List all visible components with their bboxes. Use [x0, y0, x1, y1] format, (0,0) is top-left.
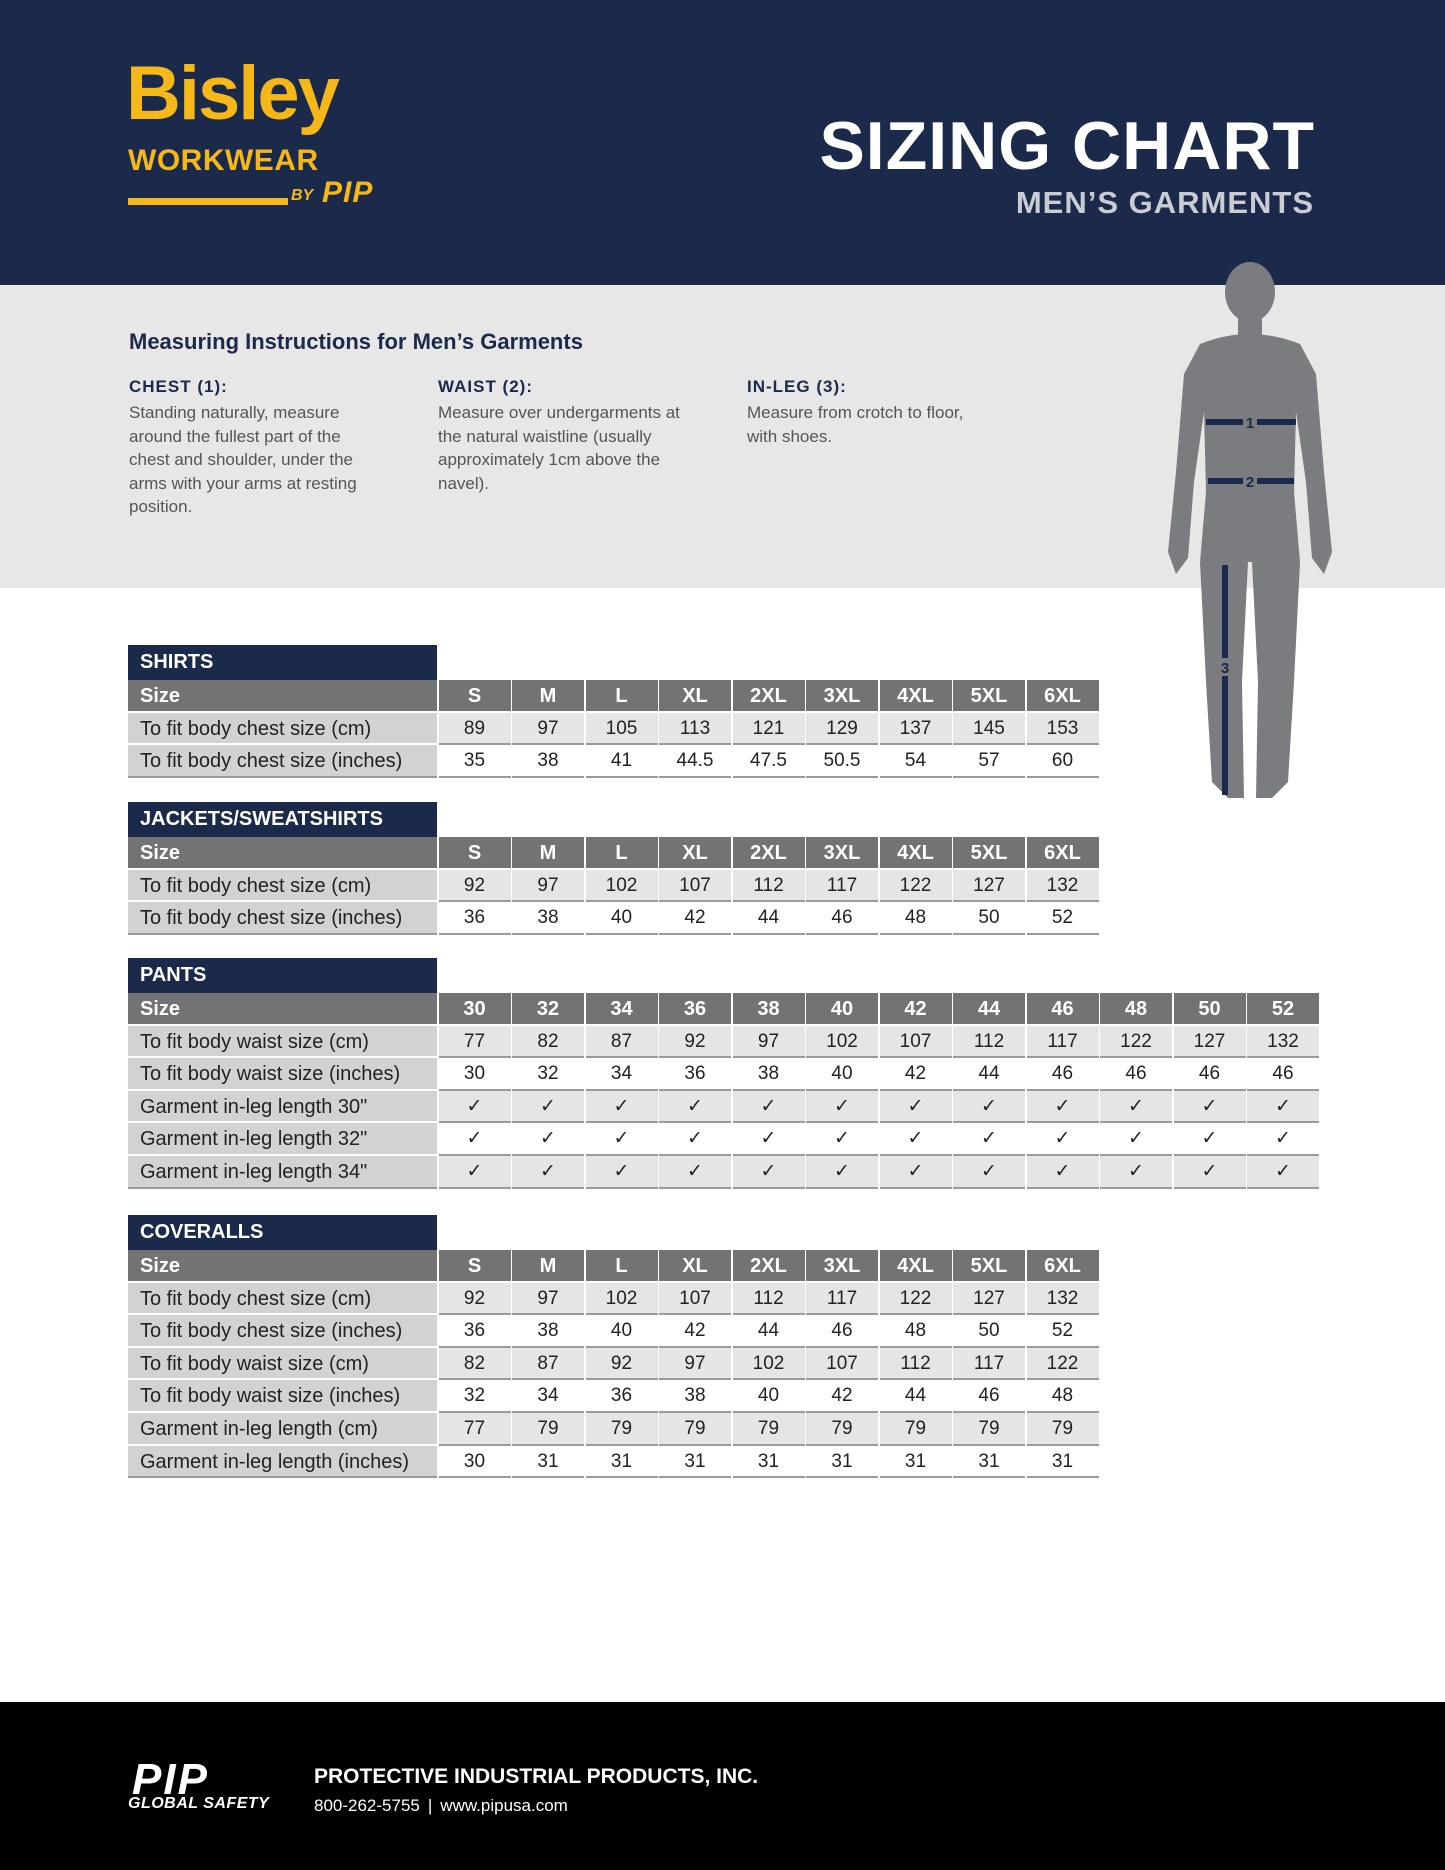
- table-row: [128, 1380, 1099, 1413]
- table-cell: 47.5: [733, 745, 805, 778]
- marker-1: 1: [1245, 415, 1255, 432]
- size-header-cell: 4XL: [880, 680, 952, 713]
- table-cell: ✓: [1247, 1091, 1319, 1124]
- table-cell: ✓: [1247, 1123, 1319, 1156]
- logo-underline: [128, 198, 288, 205]
- table-cell: 35: [439, 745, 511, 778]
- table-cell: 30: [439, 1058, 511, 1091]
- table-cell: 31: [659, 1446, 731, 1479]
- table-cell: 107: [659, 1283, 731, 1316]
- table-cell: 117: [806, 870, 878, 903]
- size-header-cell: 5XL: [953, 1250, 1025, 1283]
- table-cell: 122: [880, 1283, 952, 1316]
- table-cell: 42: [806, 1380, 878, 1413]
- size-header-cell: S: [439, 837, 511, 870]
- table-row: [128, 1058, 1319, 1091]
- table-cell: 102: [586, 870, 658, 903]
- table-cell: ✓: [659, 1156, 731, 1189]
- table-cell: 79: [659, 1413, 731, 1446]
- size-header-cell: M: [512, 837, 584, 870]
- phone-number: 800-262-5755: [314, 1796, 420, 1815]
- row-label: Garment in-leg length 32": [128, 1123, 437, 1156]
- table-cell: 48: [880, 902, 952, 935]
- size-header-cell: 3XL: [806, 1250, 878, 1283]
- row-label: Size: [128, 680, 437, 713]
- table-cell: ✓: [733, 1091, 805, 1124]
- table-row: [128, 1348, 1099, 1381]
- table-cell: 41: [586, 745, 658, 778]
- size-header-cell: L: [586, 1250, 658, 1283]
- table-cell: 36: [659, 1058, 731, 1091]
- table-cell: 82: [439, 1348, 511, 1381]
- table-cell: 38: [659, 1380, 731, 1413]
- table-row: [128, 1123, 1319, 1156]
- table-cell: 32: [439, 1380, 511, 1413]
- row-label: Garment in-leg length 34": [128, 1156, 437, 1189]
- table-cell: 46: [953, 1380, 1025, 1413]
- table-cell: 112: [733, 870, 805, 903]
- waist-heading: WAIST (2):: [438, 377, 533, 396]
- table-cell: 52: [1027, 902, 1099, 935]
- row-label: Garment in-leg length (cm): [128, 1413, 437, 1446]
- size-header-cell: 6XL: [1027, 1250, 1099, 1283]
- table-cell: 92: [439, 870, 511, 903]
- company-name: PROTECTIVE INDUSTRIAL PRODUCTS, INC.: [314, 1765, 759, 1788]
- table-cell: 137: [880, 713, 952, 746]
- size-header-cell: 4XL: [880, 837, 952, 870]
- website-link[interactable]: www.pipusa.com: [440, 1796, 568, 1815]
- size-header-cell: 6XL: [1027, 837, 1099, 870]
- table-cell: 42: [659, 1315, 731, 1348]
- table-cell: 44: [953, 1058, 1025, 1091]
- table-cell: 34: [512, 1380, 584, 1413]
- table-cell: 117: [806, 1283, 878, 1316]
- table-cell: 129: [806, 713, 878, 746]
- table-cell: 79: [512, 1413, 584, 1446]
- table-row: [128, 1446, 1099, 1479]
- pants-table: [128, 958, 1319, 1189]
- table-cell: ✓: [1027, 1091, 1099, 1124]
- table-cell: 102: [806, 1026, 878, 1059]
- table-cell: 50.5: [806, 745, 878, 778]
- table-cell: ✓: [512, 1156, 584, 1189]
- row-label: Garment in-leg length 30": [128, 1091, 437, 1124]
- table-cell: 77: [439, 1413, 511, 1446]
- size-header-cell: S: [439, 1250, 511, 1283]
- table-cell: ✓: [806, 1091, 878, 1124]
- inleg-heading: IN-LEG (3):: [747, 377, 847, 396]
- row-label: To fit body waist size (cm): [128, 1026, 437, 1059]
- logo-bisley-text: Bisley: [126, 51, 338, 136]
- table-cell: 112: [733, 1283, 805, 1316]
- table-cell: ✓: [1027, 1123, 1099, 1156]
- table-cell: 50: [953, 902, 1025, 935]
- row-label: To fit body chest size (cm): [128, 870, 437, 903]
- table-cell: 48: [1027, 1380, 1099, 1413]
- table-cell: 40: [586, 1315, 658, 1348]
- table-cell: ✓: [439, 1123, 511, 1156]
- table-cell: 117: [1027, 1026, 1099, 1059]
- table-cell: ✓: [586, 1156, 658, 1189]
- section-title: SHIRTS: [128, 645, 437, 680]
- section-title: COVERALLS: [128, 1215, 437, 1250]
- table-cell: 113: [659, 713, 731, 746]
- table-cell: 38: [512, 902, 584, 935]
- table-cell: ✓: [733, 1156, 805, 1189]
- table-row: [128, 1315, 1099, 1348]
- table-cell: 79: [1027, 1413, 1099, 1446]
- size-header-cell: L: [586, 837, 658, 870]
- instructions-title: Measuring Instructions for Men’s Garments: [129, 329, 583, 354]
- table-cell: 32: [512, 1058, 584, 1091]
- table-row: [128, 1026, 1319, 1059]
- table-cell: 52: [1027, 1315, 1099, 1348]
- row-label: Size: [128, 1250, 437, 1283]
- waist-text: Measure over undergarments at the natural waistline (usually approximately 1cm above the navel).: [438, 403, 680, 493]
- table-cell: ✓: [733, 1123, 805, 1156]
- row-label: To fit body chest size (inches): [128, 745, 437, 778]
- table-cell: ✓: [953, 1123, 1025, 1156]
- table-cell: ✓: [953, 1091, 1025, 1124]
- table-cell: 132: [1027, 1283, 1099, 1316]
- table-cell: ✓: [1027, 1156, 1099, 1189]
- table-row: [128, 1283, 1099, 1316]
- table-cell: 87: [512, 1348, 584, 1381]
- page-header: [0, 0, 1445, 285]
- table-cell: 40: [586, 902, 658, 935]
- table-cell: 97: [733, 1026, 805, 1059]
- body-measurement-figure: [1150, 262, 1350, 802]
- size-header-cell: 5XL: [953, 680, 1025, 713]
- size-header-cell: M: [512, 680, 584, 713]
- size-header-cell: L: [586, 680, 658, 713]
- table-cell: 122: [880, 870, 952, 903]
- row-label: To fit body chest size (cm): [128, 713, 437, 746]
- table-cell: 44.5: [659, 745, 731, 778]
- table-cell: ✓: [1247, 1156, 1319, 1189]
- table-cell: 31: [586, 1446, 658, 1479]
- table-cell: 31: [953, 1446, 1025, 1479]
- table-row: [128, 713, 1099, 746]
- table-cell: 79: [586, 1413, 658, 1446]
- table-cell: 31: [880, 1446, 952, 1479]
- table-cell: 107: [880, 1026, 952, 1059]
- size-header-cell: 2XL: [733, 837, 805, 870]
- table-cell: 127: [953, 870, 1025, 903]
- table-cell: 38: [512, 1315, 584, 1348]
- contact-line: [314, 1797, 568, 1814]
- table-cell: 40: [733, 1380, 805, 1413]
- table-cell: ✓: [806, 1156, 878, 1189]
- marker-2: 2: [1245, 474, 1255, 491]
- table-cell: ✓: [512, 1091, 584, 1124]
- inleg-text: Measure from crotch to floor, with shoes.: [747, 403, 964, 446]
- table-cell: ✓: [953, 1156, 1025, 1189]
- size-header-cell: 52: [1247, 993, 1319, 1026]
- size-header-cell: 46: [1027, 993, 1099, 1026]
- table-cell: ✓: [1100, 1156, 1172, 1189]
- table-cell: 107: [659, 870, 731, 903]
- size-header-cell: M: [512, 1250, 584, 1283]
- row-label: Size: [128, 837, 437, 870]
- table-cell: 54: [880, 745, 952, 778]
- table-cell: ✓: [659, 1123, 731, 1156]
- table-cell: 34: [586, 1058, 658, 1091]
- table-cell: ✓: [1174, 1156, 1246, 1189]
- table-cell: 153: [1027, 713, 1099, 746]
- table-cell: ✓: [806, 1123, 878, 1156]
- table-cell: 132: [1247, 1026, 1319, 1059]
- table-cell: 102: [733, 1348, 805, 1381]
- table-cell: 40: [806, 1058, 878, 1091]
- table-cell: 31: [512, 1446, 584, 1479]
- size-header-cell: 34: [586, 993, 658, 1026]
- chest-text: Standing naturally, measure around the fullest part of the chest and shoulder, under the arms with your arms at resting position.: [129, 403, 357, 516]
- size-header-cell: 44: [953, 993, 1025, 1026]
- table-cell: ✓: [439, 1156, 511, 1189]
- section-title: PANTS: [128, 958, 437, 993]
- size-header-cell: 4XL: [880, 1250, 952, 1283]
- table-header-row: [128, 993, 1319, 1026]
- table-cell: 92: [439, 1283, 511, 1316]
- table-cell: 46: [1174, 1058, 1246, 1091]
- table-cell: 36: [586, 1380, 658, 1413]
- size-header-cell: 42: [880, 993, 952, 1026]
- table-cell: 44: [880, 1380, 952, 1413]
- size-header-cell: 2XL: [733, 1250, 805, 1283]
- table-cell: 97: [512, 870, 584, 903]
- chest-instruction: [129, 377, 389, 519]
- table-cell: 121: [733, 713, 805, 746]
- table-cell: 132: [1027, 870, 1099, 903]
- table-cell: ✓: [880, 1091, 952, 1124]
- table-row: [128, 1091, 1319, 1124]
- table-cell: 50: [953, 1315, 1025, 1348]
- row-label: To fit body chest size (inches): [128, 902, 437, 935]
- table-cell: 102: [586, 1283, 658, 1316]
- table-cell: 57: [953, 745, 1025, 778]
- inleg-instruction: [747, 377, 1007, 448]
- table-cell: 145: [953, 713, 1025, 746]
- size-header-cell: 50: [1174, 993, 1246, 1026]
- size-header-cell: XL: [659, 680, 731, 713]
- table-cell: 46: [1027, 1058, 1099, 1091]
- row-label: Size: [128, 993, 437, 1026]
- table-cell: 36: [439, 1315, 511, 1348]
- size-header-cell: 3XL: [806, 837, 878, 870]
- row-label: To fit body waist size (inches): [128, 1380, 437, 1413]
- global-safety-text: GLOBAL SAFETY: [128, 1795, 270, 1812]
- table-cell: ✓: [1174, 1123, 1246, 1156]
- size-header-cell: 5XL: [953, 837, 1025, 870]
- table-cell: ✓: [586, 1091, 658, 1124]
- table-cell: 117: [953, 1348, 1025, 1381]
- table-cell: 127: [1174, 1026, 1246, 1059]
- table-cell: 122: [1027, 1348, 1099, 1381]
- table-cell: ✓: [586, 1123, 658, 1156]
- table-cell: 77: [439, 1026, 511, 1059]
- contact-separator: |: [427, 1796, 433, 1815]
- table-cell: 60: [1027, 745, 1099, 778]
- size-header-cell: 38: [733, 993, 805, 1026]
- table-cell: 82: [512, 1026, 584, 1059]
- table-cell: 105: [586, 713, 658, 746]
- size-header-cell: 2XL: [733, 680, 805, 713]
- table-cell: ✓: [880, 1123, 952, 1156]
- row-label: Garment in-leg length (inches): [128, 1446, 437, 1479]
- table-header-row: [128, 1250, 1099, 1283]
- size-header-cell: 36: [659, 993, 731, 1026]
- waist-instruction: [438, 377, 698, 495]
- table-cell: 127: [953, 1283, 1025, 1316]
- row-label: To fit body chest size (inches): [128, 1315, 437, 1348]
- size-header-cell: 6XL: [1027, 680, 1099, 713]
- size-header-cell: XL: [659, 1250, 731, 1283]
- table-cell: 79: [880, 1413, 952, 1446]
- table-cell: 79: [953, 1413, 1025, 1446]
- table-cell: 46: [1247, 1058, 1319, 1091]
- table-cell: 38: [733, 1058, 805, 1091]
- table-cell: 46: [806, 1315, 878, 1348]
- table-cell: 42: [659, 902, 731, 935]
- table-row: [128, 902, 1099, 935]
- table-cell: ✓: [1100, 1123, 1172, 1156]
- table-cell: ✓: [1100, 1091, 1172, 1124]
- chest-heading: CHEST (1):: [129, 377, 228, 396]
- table-cell: 112: [880, 1348, 952, 1381]
- table-cell: 92: [659, 1026, 731, 1059]
- table-cell: 44: [733, 902, 805, 935]
- size-header-cell: XL: [659, 837, 731, 870]
- shirts-table: [128, 645, 1099, 778]
- table-header-row: [128, 837, 1099, 870]
- human-silhouette-icon: [1150, 262, 1350, 802]
- size-header-cell: 32: [512, 993, 584, 1026]
- table-cell: 89: [439, 713, 511, 746]
- table-cell: 46: [1100, 1058, 1172, 1091]
- table-cell: 79: [733, 1413, 805, 1446]
- page-subtitle: MEN’S GARMENTS: [1015, 185, 1314, 220]
- logo-workwear-text: WORKWEAR: [128, 144, 319, 177]
- table-cell: 97: [512, 713, 584, 746]
- table-cell: 36: [439, 902, 511, 935]
- size-header-cell: 48: [1100, 993, 1172, 1026]
- table-cell: ✓: [880, 1156, 952, 1189]
- page-title: SIZING CHART: [819, 108, 1315, 184]
- marker-3: 3: [1220, 660, 1230, 677]
- table-cell: 87: [586, 1026, 658, 1059]
- logo-pip-text: PIP: [322, 176, 374, 209]
- coveralls-table: [128, 1215, 1099, 1478]
- table-cell: 97: [659, 1348, 731, 1381]
- table-cell: 97: [512, 1283, 584, 1316]
- table-header-row: [128, 680, 1099, 713]
- section-title: JACKETS/SWEATSHIRTS: [128, 802, 437, 837]
- size-header-cell: 3XL: [806, 680, 878, 713]
- table-cell: ✓: [659, 1091, 731, 1124]
- table-cell: 31: [806, 1446, 878, 1479]
- table-row: [128, 745, 1099, 778]
- table-cell: 79: [806, 1413, 878, 1446]
- table-row: [128, 870, 1099, 903]
- table-cell: 122: [1100, 1026, 1172, 1059]
- table-cell: 48: [880, 1315, 952, 1348]
- bisley-workwear-logo: [126, 51, 426, 222]
- table-cell: 42: [880, 1058, 952, 1091]
- row-label: To fit body waist size (inches): [128, 1058, 437, 1091]
- table-cell: 44: [733, 1315, 805, 1348]
- table-cell: ✓: [512, 1123, 584, 1156]
- logo-by-text: BY: [291, 187, 314, 204]
- table-cell: 92: [586, 1348, 658, 1381]
- table-cell: 38: [512, 745, 584, 778]
- size-header-cell: S: [439, 680, 511, 713]
- table-cell: ✓: [439, 1091, 511, 1124]
- table-cell: 31: [1027, 1446, 1099, 1479]
- table-row: [128, 1413, 1099, 1446]
- table-cell: ✓: [1174, 1091, 1246, 1124]
- table-cell: 31: [733, 1446, 805, 1479]
- table-cell: 30: [439, 1446, 511, 1479]
- table-cell: 46: [806, 902, 878, 935]
- row-label: To fit body chest size (cm): [128, 1283, 437, 1316]
- table-cell: 112: [953, 1026, 1025, 1059]
- jackets-sweatshirts-table: [128, 802, 1099, 935]
- row-label: To fit body waist size (cm): [128, 1348, 437, 1381]
- size-header-cell: 30: [439, 993, 511, 1026]
- size-header-cell: 40: [806, 993, 878, 1026]
- table-row: [128, 1156, 1319, 1189]
- pip-logo: PIP: [132, 1755, 209, 1804]
- table-cell: 107: [806, 1348, 878, 1381]
- page-footer: [0, 1702, 1445, 1870]
